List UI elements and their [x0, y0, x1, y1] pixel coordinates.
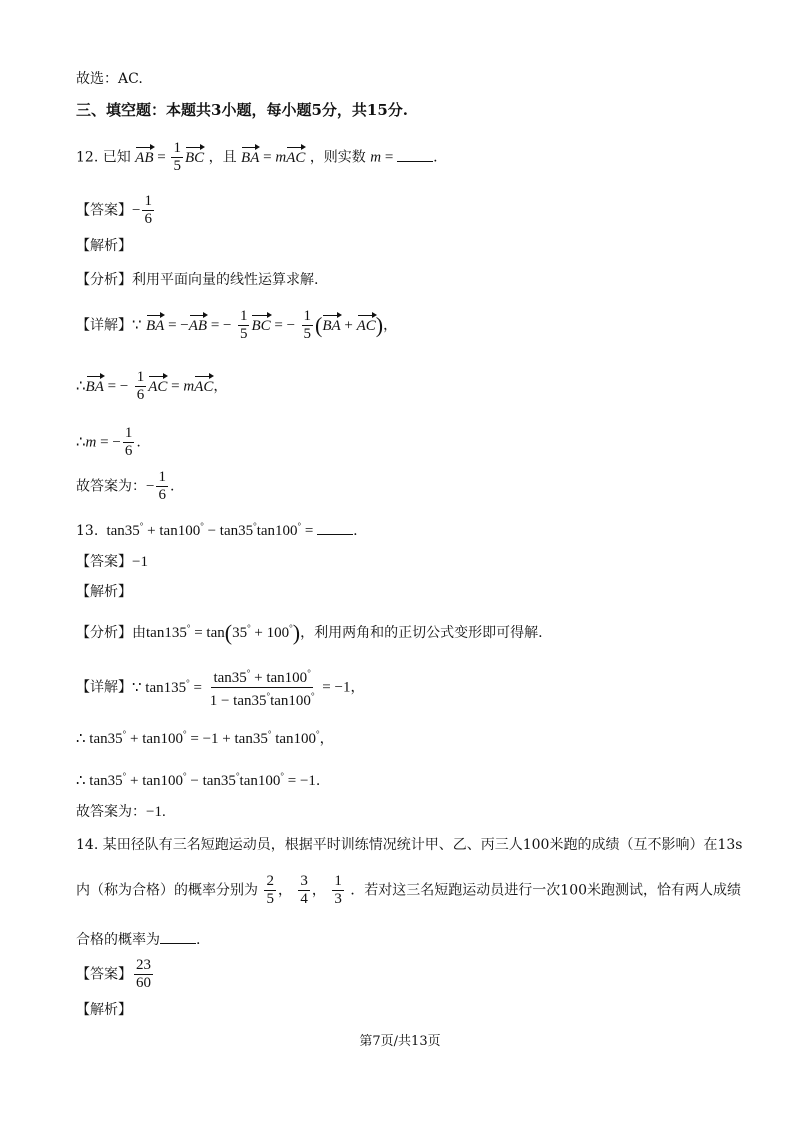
q12-final: 故答案为：− $\frac{1}{6}$ . — [76, 469, 175, 503]
q12-ask: ，则实数 — [309, 149, 366, 166]
q13-stem: 13. tan35° + tan100° − tan35°tan100° = . — [76, 521, 358, 539]
section-heading: 三、填空题：本题共3小题，每小题5分，共15分. — [76, 101, 408, 119]
q13-step2: ∴ tan35° + tan100° = −1 + tan35° tan100°， — [76, 729, 334, 747]
q13-final: 故答案为：−1. — [76, 804, 166, 820]
q12-analysis-label: 【解析】 — [76, 238, 132, 254]
answer-blank — [397, 147, 433, 162]
intro-line: 故选：AC. — [76, 71, 143, 87]
q14-analysis-label: 【解析】 — [76, 1002, 132, 1018]
q12-stem: 12. 已知 AB = $\frac{1}{5}$ BC ，且 BA = mAC ，则实数 m = . — [76, 140, 438, 174]
q12-step3: ∴m = − $\frac{1}{6}$ . — [76, 425, 141, 459]
q14-line3: 合格的概率为 . — [76, 929, 200, 949]
q13-analysis-label: 【解析】 — [76, 584, 132, 600]
q12-fenxi: 【分析】利用平面向量的线性运算求解. — [76, 272, 319, 288]
page-footer: 第7页/共13页 — [359, 1034, 441, 1049]
q12-answer: 【答案】− $\frac{1}{6}$ — [76, 193, 152, 227]
q13-step3: ∴ tan35° + tan100° − tan35°tan100° = −1. — [76, 771, 321, 789]
q14-line2: 内（称为合格）的概率分别为 $\frac{2}{5}$ ， $\frac{3}{4}$ ， $\frac{1}{3}$ ．若对这三名短跑运动员进行一次100米跑测试，恰有两人成绩 — [76, 873, 742, 907]
q13-xiangjie: 【详解】∵ tan135° = $\frac{\tan 35^\circ + \tan 100^\circ}{1 - \tan 35^\circ\tan 100^\circ}$ = −1， — [76, 665, 364, 710]
q13-answer: 【答案】−1 — [76, 554, 148, 570]
answer-blank — [160, 929, 196, 944]
q12-mid: ，且 — [208, 149, 237, 166]
q14-answer: 【答案】 $\frac{23}{60}$ — [76, 957, 151, 991]
answer-blank — [317, 520, 353, 535]
q12-step2: ∴BA = − $\frac{1}{6}$ AC = mAC， — [76, 369, 228, 403]
q13-fenxi: 【分析】由tan135° = tan(35° + 100°)，利用两角和的正切公式变形即可得解. — [76, 620, 543, 645]
q12-given: 已知 — [102, 149, 131, 166]
q12-number: 12. — [76, 149, 99, 166]
q14-line1: 14. 某田径队有三名短跑运动员，根据平时训练情况统计甲、乙、丙三人100米跑的成绩（互不影响）在13s — [76, 837, 743, 853]
q12-xiangjie: 【详解】∵ BA = −AB = − $\frac{1}{5}$ BC = − $\frac{1}{5}$ (BA + AC)， — [76, 308, 398, 342]
